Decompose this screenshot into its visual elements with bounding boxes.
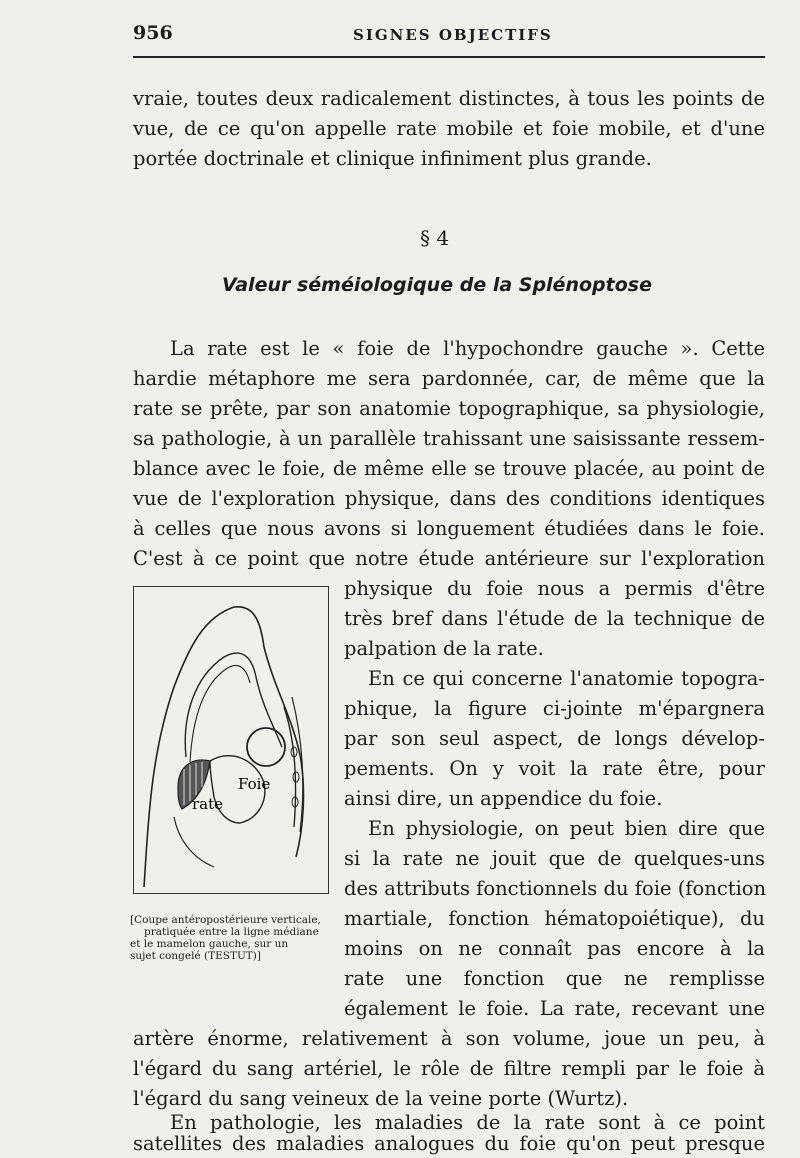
- text-line: palpation de la rate.: [344, 637, 544, 660]
- text-line: En physiologie, on peut bien dire que: [368, 817, 765, 840]
- running-title: SIGNES OBJECTIFS: [353, 26, 553, 44]
- text-line: si la rate ne jouit que de quelques-uns: [344, 847, 765, 870]
- text-line: également le foie. La rate, recevant une: [344, 997, 765, 1020]
- text-line: sa pathologie, à un parallèle trahissant une saisissante ressem-: [133, 427, 765, 450]
- label-rate: rate: [192, 795, 224, 813]
- figure-caption: [130, 914, 338, 962]
- text-line: En ce qui concerne l'anatomie topogra-: [368, 667, 765, 690]
- header-rule: [133, 56, 765, 58]
- text-line: rate se prête, par son anatomie topographique, sa physiologie,: [133, 397, 765, 420]
- page-header: [133, 22, 765, 52]
- text-line: blance avec le foie, de même elle se trouve placée, au point de: [133, 457, 765, 480]
- text-line: C'est à ce point que notre étude antérieure sur l'exploration: [133, 547, 765, 570]
- text-line: l'égard du sang artériel, le rôle de filtre rempli par le foie à: [133, 1057, 765, 1080]
- text-line: par son seul aspect, de longs dévelop-: [344, 727, 765, 750]
- label-foie: Foie: [238, 775, 271, 793]
- caption-line: pratiquée entre la ligne médiane: [144, 926, 319, 938]
- text-line: moins on ne connaît pas encore à la: [344, 937, 765, 960]
- text-line: hardie métaphore me sera pardonnée, car, de même que la: [133, 367, 765, 390]
- text-line: En pathologie, les maladies de la rate sont à ce point: [170, 1111, 765, 1134]
- text-line: portée doctrinale et clinique infiniment plus grande.: [133, 147, 652, 170]
- text-line: rate une fonction que ne remplisse: [344, 967, 765, 990]
- text-line: artère énorme, relativement à son volume, joue un peu, à: [133, 1027, 765, 1050]
- caption-line: et le mamelon gauche, sur un: [130, 938, 289, 950]
- section-number: § 4: [420, 226, 450, 250]
- section-title: Valeur séméiologique de la Splénoptose: [222, 274, 652, 296]
- text-line: vue de l'exploration physique, dans des conditions identiques: [133, 487, 765, 510]
- text-line: satellites des maladies analogues du foie qu'on peut presque: [133, 1132, 765, 1155]
- text-line: l'égard du sang veineux de la veine porte (Wurtz).: [133, 1087, 629, 1110]
- text-line: à celles que nous avons si longuement étudiées dans le foie.: [133, 517, 765, 540]
- text-line: pements. On y voit la rate être, pour: [344, 757, 765, 780]
- text-line: La rate est le « foie de l'hypochondre gauche ». Cette: [170, 337, 765, 360]
- caption-line: [Coupe antéropostérieure verticale,: [130, 914, 321, 926]
- text-line: physique du foie nous a permis d'être: [344, 577, 765, 600]
- caption-line: sujet congelé (TESTUT)]: [130, 950, 261, 962]
- text-line: vue, de ce qu'on appelle rate mobile et foie mobile, et d'une: [133, 117, 765, 140]
- anatomy-drawing: [134, 587, 330, 895]
- text-line: phique, la figure ci-jointe m'épargnera: [344, 697, 765, 720]
- anatomy-figure: [133, 586, 329, 894]
- text-line: des attributs fonctionnels du foie (fonction: [344, 877, 767, 900]
- text-line: martiale, fonction hématopoiétique), du: [344, 907, 765, 930]
- text-line: vraie, toutes deux radicalement distinctes, à tous les points de: [133, 87, 765, 110]
- text-line: très bref dans l'étude de la technique de: [344, 607, 765, 630]
- text-line: ainsi dire, un appendice du foie.: [344, 787, 663, 810]
- page-number: 956: [133, 22, 173, 44]
